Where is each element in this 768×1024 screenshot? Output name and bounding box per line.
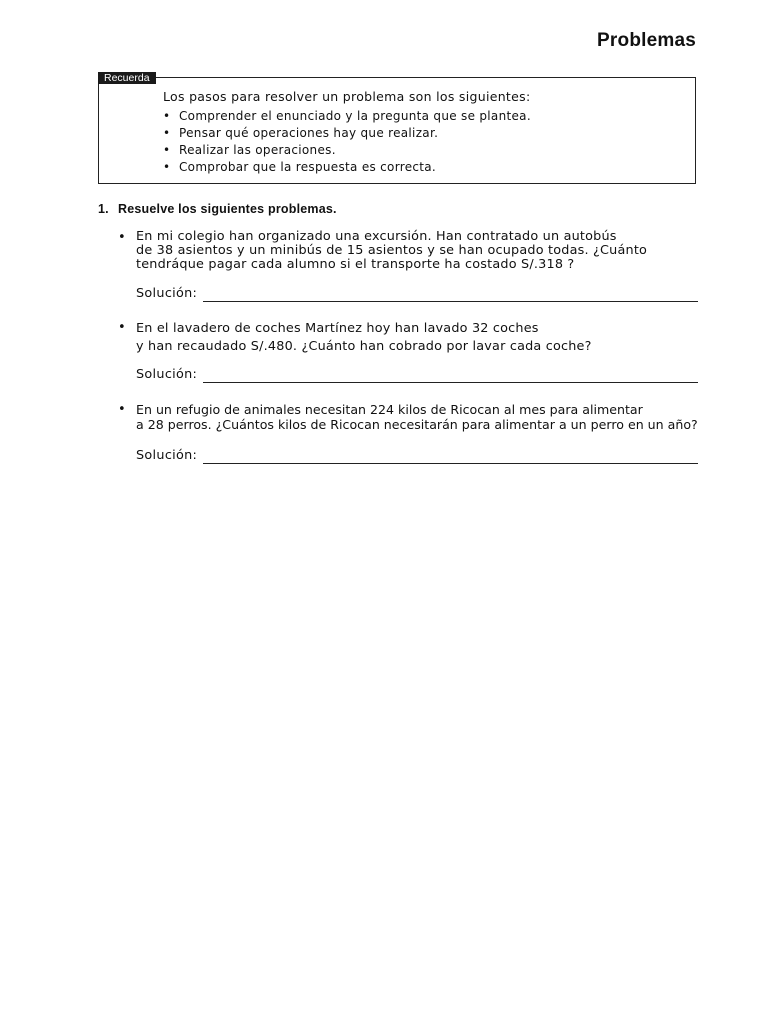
answer-line[interactable] xyxy=(203,463,698,464)
problem-text xyxy=(136,230,708,272)
recuerda-step-text: Comprender el enunciado y la pregunta que se plantea. xyxy=(179,109,531,123)
solution-label: Solución: xyxy=(136,286,198,301)
recuerda-step-text: Pensar qué operaciones hay que realizar. xyxy=(179,126,439,140)
problem-text xyxy=(136,402,708,432)
exercise-instruction: Resuelve los siguientes problemas. xyxy=(118,202,337,216)
problem-line: En el lavadero de coches Martínez hoy han lavado 32 coches xyxy=(136,321,539,336)
recuerda-step xyxy=(163,108,531,125)
problem-item xyxy=(118,230,708,272)
problem-line: de 38 asientos y un minibús de 15 asientos y se han ocupado todas. ¿Cuánto xyxy=(136,243,648,258)
recuerda-step xyxy=(163,159,531,176)
recuerda-step xyxy=(163,125,531,142)
bullet-icon: • xyxy=(163,160,171,174)
solution-field[interactable] xyxy=(136,286,698,302)
page-title: Problemas xyxy=(597,30,696,51)
recuerda-step-text: Realizar las operaciones. xyxy=(179,143,336,157)
answer-line[interactable] xyxy=(203,301,698,302)
recuerda-box xyxy=(98,72,696,184)
bullet-icon: • xyxy=(118,320,126,335)
problem-item xyxy=(118,402,708,432)
exercise-number: 1. xyxy=(98,202,109,216)
solution-field[interactable] xyxy=(136,448,698,464)
bullet-icon: • xyxy=(118,402,126,417)
problem-line: y han recaudado S/.480. ¿Cuánto han cobrado por lavar cada coche? xyxy=(136,339,592,354)
problem-line: En mi colegio han organizado una excursión. Han contratado un autobús xyxy=(136,229,617,244)
bullet-icon: • xyxy=(163,109,171,123)
answer-line[interactable] xyxy=(203,382,698,383)
recuerda-step-text: Comprobar que la respuesta es correcta. xyxy=(179,160,437,174)
problem-text xyxy=(136,320,708,356)
problem-line: En un refugio de animales necesitan 224 kilos de Ricocan al mes para alimentar xyxy=(136,402,643,417)
recuerda-tab-label: Recuerda xyxy=(98,72,156,84)
bullet-icon: • xyxy=(163,143,171,157)
exercise-heading xyxy=(98,202,337,216)
recuerda-steps-list xyxy=(163,108,531,176)
solution-label: Solución: xyxy=(136,367,198,382)
problem-line: a 28 perros. ¿Cuántos kilos de Ricocan necesitarán para alimentar a un perro en un año? xyxy=(136,417,698,432)
solution-label: Solución: xyxy=(136,448,198,463)
recuerda-intro: Los pasos para resolver un problema son los siguientes: xyxy=(163,89,531,104)
solution-field[interactable] xyxy=(136,367,698,383)
bullet-icon: • xyxy=(163,126,171,140)
problem-line: tendráque pagar cada alumno si el transporte ha costado S/.318 ? xyxy=(136,257,575,272)
recuerda-step xyxy=(163,142,531,159)
problem-item xyxy=(118,320,708,356)
bullet-icon: • xyxy=(118,230,126,245)
